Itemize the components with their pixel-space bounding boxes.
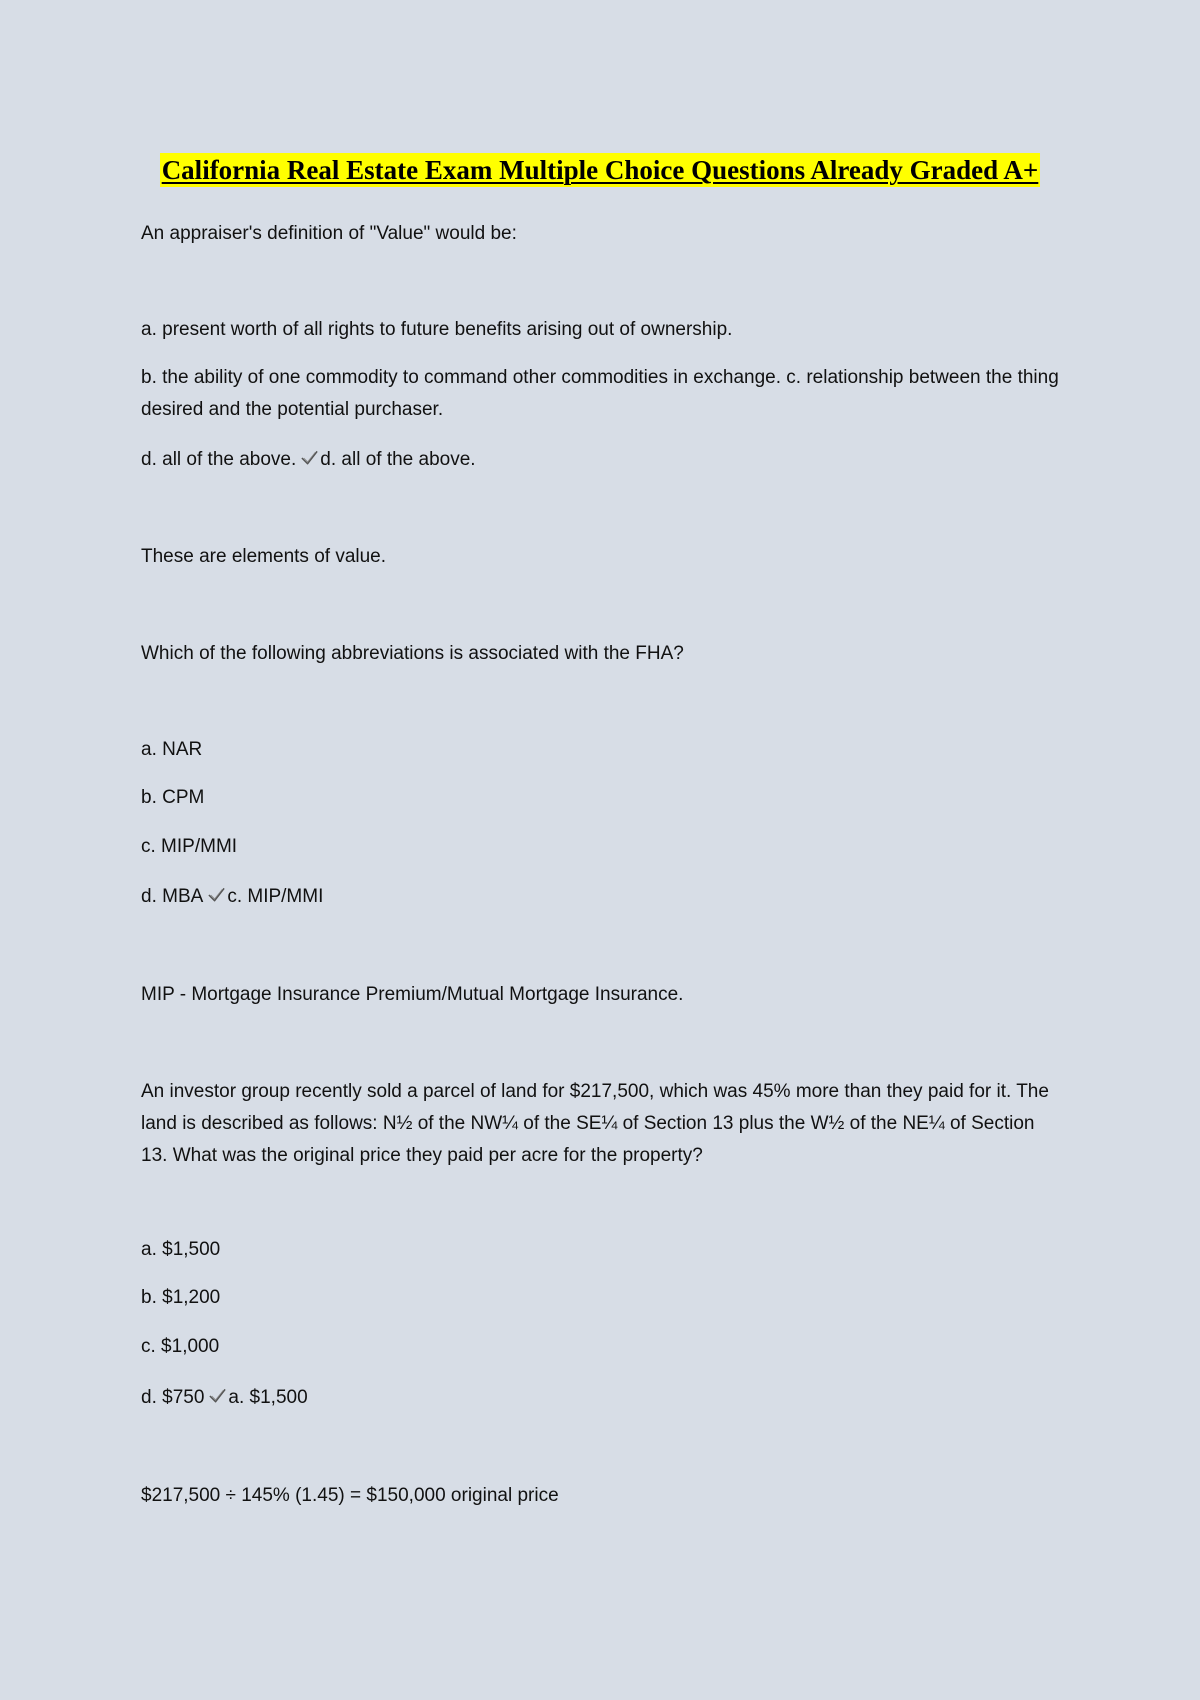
check-icon — [300, 449, 319, 467]
question-1-option-d: d. all of the above. — [141, 449, 297, 470]
document-title: California Real Estate Exam Multiple Choice Questions Already Graded A+ — [161, 155, 1039, 185]
question-3-explanation: $217,500 ÷ 145% (1.45) = $150,000 original price — [141, 1485, 559, 1506]
question-2-answer: c. MIP/MMI — [227, 886, 324, 907]
question-3-option-d: d. $750 — [141, 1387, 205, 1408]
question-2-text: Which of the following abbreviations is associated with the FHA? — [141, 643, 684, 664]
question-2-option-d-line — [141, 881, 1061, 913]
check-icon — [207, 886, 226, 904]
question-2-option-d: d. MBA — [141, 886, 204, 907]
question-2-option-a: a. NAR — [141, 739, 203, 760]
question-3-option-d-line — [141, 1382, 1061, 1414]
question-3-option-a: a. $1,500 — [141, 1239, 221, 1260]
question-3-answer: a. $1,500 — [228, 1387, 308, 1408]
check-icon — [208, 1387, 227, 1405]
question-1-option-a: a. present worth of all rights to future benefits arising out of ownership. — [141, 319, 733, 340]
question-1-explanation: These are elements of value. — [141, 546, 387, 567]
question-2-explanation: MIP - Mortgage Insurance Premium/Mutual Mortgage Insurance. — [141, 984, 684, 1005]
question-1-option-b-c: b. the ability of one commodity to command other commodities in exchange. c. relationship between the thing desired and the potential purchaser. — [141, 367, 1059, 420]
question-3-text: An investor group recently sold a parcel of land for $217,500, which was 45% more than they paid for it. The land is described as follows: N½ of the NW¼ of the SE¼ of Section 13 plus the W½ of the NE¼ of Section 13. What was the original price they paid per acre for the property? — [141, 1081, 1049, 1166]
title-container — [0, 153, 1200, 187]
question-2-option-c: c. MIP/MMI — [141, 836, 238, 857]
question-3-option-b: b. $1,200 — [141, 1287, 221, 1308]
question-1-answer: d. all of the above. — [320, 449, 476, 470]
question-1-option-d-line — [141, 444, 1061, 476]
question-1-text: An appraiser's definition of "Value" would be: — [141, 223, 517, 244]
question-3-option-c: c. $1,000 — [141, 1336, 220, 1357]
question-2-option-b: b. CPM — [141, 787, 205, 808]
